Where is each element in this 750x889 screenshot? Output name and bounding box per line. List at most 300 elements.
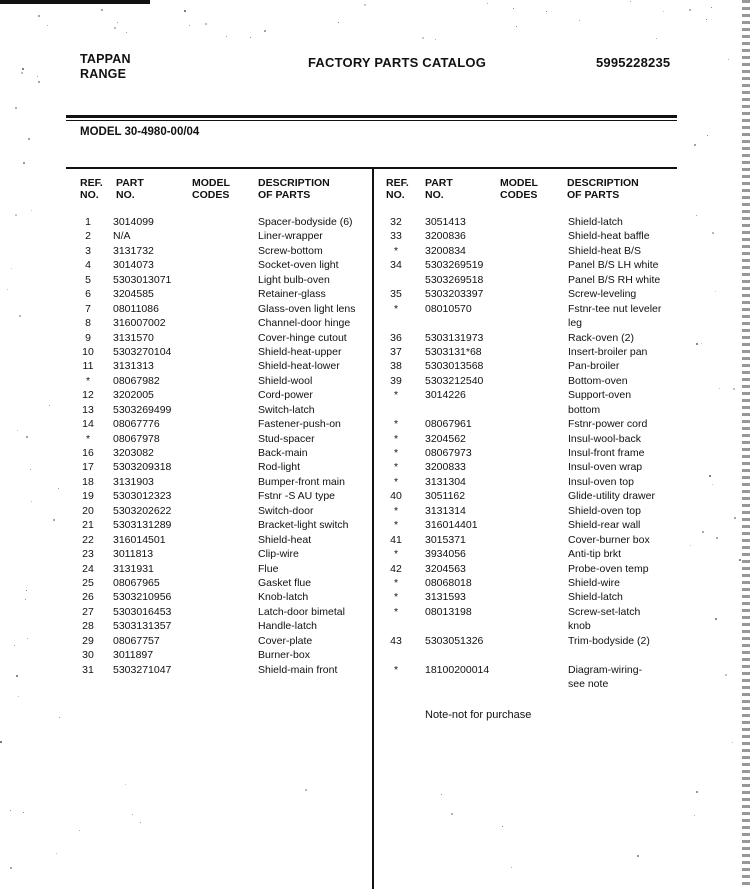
description-cell: Panel B/S LH white	[568, 259, 659, 272]
scan-speck	[47, 25, 48, 26]
ref-cell: 40	[390, 490, 402, 503]
left-header-part: PART NO.	[116, 177, 144, 201]
ref-cell: 4	[85, 259, 91, 272]
description-cell: bottom	[568, 403, 601, 416]
table-row	[374, 605, 750, 619]
scan-speck	[21, 72, 23, 74]
table-row	[0, 619, 372, 633]
table-row	[0, 417, 372, 431]
part-number-cell: 3934056	[425, 548, 466, 561]
ref-cell: 43	[390, 634, 402, 647]
scan-speck	[422, 37, 424, 39]
ref-cell: 28	[82, 620, 94, 633]
ref-cell: 21	[82, 519, 94, 532]
description-cell: Shield-heat-lower	[258, 360, 340, 373]
ref-cell: *	[393, 432, 399, 445]
description-cell: Trim-bodyside (2)	[568, 634, 650, 647]
part-number-cell: 5303271047	[113, 663, 172, 676]
ref-cell: 6	[85, 288, 91, 301]
scan-speck	[10, 810, 11, 811]
right-header-ref: REF. NO.	[386, 177, 409, 201]
description-cell: Fstnr-power cord	[568, 418, 648, 431]
description-cell: Bumper-front main	[258, 475, 345, 488]
scan-speck	[264, 30, 266, 32]
ref-cell: *	[393, 548, 399, 561]
table-row	[374, 677, 750, 691]
table-row	[374, 619, 750, 633]
scan-speck	[18, 696, 19, 697]
ref-cell: *	[393, 418, 399, 431]
scan-speck	[546, 11, 547, 12]
table-row	[0, 302, 372, 316]
ref-cell: 17	[82, 461, 94, 474]
table-row	[374, 475, 750, 489]
description-cell: Glass-oven light lens	[258, 302, 356, 315]
scan-speck	[513, 8, 514, 9]
part-number-cell: N/A	[113, 230, 131, 243]
table-row	[0, 229, 372, 243]
description-cell: Liner-wrapper	[258, 230, 323, 243]
table-row	[0, 273, 372, 287]
description-cell: Insul-wool-back	[568, 432, 641, 445]
description-cell: Shield-wool	[258, 374, 313, 387]
scan-speck	[725, 674, 727, 676]
ref-cell: 41	[390, 533, 402, 546]
ref-cell: *	[393, 302, 399, 315]
part-number-cell: 08067978	[113, 432, 160, 445]
part-number-cell: 18100200014	[425, 663, 490, 676]
left-header-ref: REF. NO.	[80, 177, 103, 201]
description-cell: Diagram-wiring-	[568, 663, 643, 676]
part-number-cell: 3204563	[425, 562, 466, 575]
description-cell: Burner-box	[258, 649, 310, 662]
description-cell: Screw-bottom	[258, 244, 323, 257]
scan-speck	[579, 20, 580, 21]
part-number-cell: 3204562	[425, 432, 466, 445]
table-row	[374, 388, 750, 402]
description-cell: Bracket-light switch	[258, 519, 349, 532]
ref-cell: 13	[82, 403, 94, 416]
ref-cell: 14	[82, 418, 94, 431]
ref-cell: *	[393, 576, 399, 589]
ref-cell: *	[393, 605, 399, 618]
part-number-cell: 316014501	[113, 533, 166, 546]
scan-speck	[689, 9, 691, 11]
right-header-desc: DESCRIPTION OF PARTS	[567, 177, 639, 201]
part-number-cell: 3014226	[425, 389, 466, 402]
description-cell: Cover-burner box	[568, 533, 650, 546]
scan-speck	[22, 68, 24, 70]
scan-speck	[28, 138, 30, 140]
part-number-cell: 08010570	[425, 302, 472, 315]
table-row	[374, 229, 750, 243]
description-cell: Light bulb-oven	[258, 273, 330, 286]
table-row	[374, 460, 750, 474]
right-header-codes: MODEL CODES	[500, 177, 538, 201]
scan-speck	[15, 107, 17, 109]
scan-edge-mark	[0, 0, 150, 4]
description-cell: Insul-oven top	[568, 475, 634, 488]
scan-speck	[27, 638, 28, 639]
part-number-cell: 08067965	[113, 576, 160, 589]
table-row	[374, 244, 750, 258]
table-row	[0, 244, 372, 258]
part-number-cell: 5303013071	[113, 273, 172, 286]
scan-speck	[702, 531, 704, 533]
ref-cell: *	[393, 591, 399, 604]
part-number-cell: 5303269519	[425, 259, 484, 272]
description-cell: Latch-door bimetal	[258, 605, 345, 618]
description-cell: Screw-leveling	[568, 288, 637, 301]
ref-cell: 27	[82, 605, 94, 618]
part-number-cell: 3200833	[425, 461, 466, 474]
scan-speck	[101, 9, 103, 11]
ref-cell: 12	[82, 389, 94, 402]
description-cell: Switch-latch	[258, 403, 315, 416]
table-row	[0, 475, 372, 489]
description-cell: Shield-oven top	[568, 504, 641, 517]
part-number-cell: 3200836	[425, 230, 466, 243]
description-cell: Cover-plate	[258, 634, 313, 647]
ref-cell: 30	[82, 649, 94, 662]
table-row	[374, 374, 750, 388]
scan-speck	[56, 853, 57, 854]
part-number-cell: 5303269518	[425, 273, 484, 286]
ref-cell: 7	[85, 302, 91, 315]
scan-speck	[30, 469, 31, 470]
part-number-cell: 3131314	[425, 504, 466, 517]
description-cell: Probe-oven temp	[568, 562, 649, 575]
scan-speck	[435, 39, 436, 40]
part-number-cell: 5303131289	[113, 519, 172, 532]
ref-cell: *	[393, 447, 399, 459]
table-row	[374, 562, 750, 576]
part-number-cell: 316014401	[425, 519, 478, 532]
header-rule-thin	[66, 120, 677, 121]
ref-cell: 42	[390, 562, 402, 575]
description-cell: Flue	[258, 562, 279, 575]
ref-cell: *	[393, 389, 399, 402]
ref-cell: *	[85, 432, 91, 445]
scan-speck	[637, 855, 639, 857]
table-row	[374, 359, 750, 373]
ref-cell: 25	[82, 576, 94, 589]
scan-speck	[38, 81, 40, 83]
table-row	[374, 331, 750, 345]
table-row	[374, 432, 750, 446]
part-number-cell: 3131313	[113, 360, 154, 373]
table-row	[0, 215, 372, 229]
part-number-cell: 3051162	[425, 490, 466, 503]
table-row	[374, 302, 750, 316]
ref-cell: 36	[390, 331, 402, 344]
scan-speck	[732, 742, 733, 743]
ref-cell: 23	[82, 548, 94, 561]
table-row	[0, 634, 372, 648]
ref-cell: 10	[82, 345, 94, 358]
scan-speck	[250, 37, 251, 38]
description-cell: Bottom-oven	[568, 374, 628, 387]
scan-speck	[734, 517, 736, 519]
ref-cell: 35	[390, 288, 402, 301]
part-number-cell: 3131570	[113, 331, 154, 344]
description-cell: Glide-utility drawer	[568, 490, 655, 503]
table-row	[0, 403, 372, 417]
scan-speck	[205, 23, 207, 25]
scan-speck	[10, 867, 12, 869]
part-number-cell: 3131593	[425, 591, 466, 604]
parts-table-right	[374, 215, 750, 691]
scan-speck	[502, 826, 503, 827]
ref-cell: 31	[82, 663, 94, 676]
table-row	[374, 504, 750, 518]
table-row	[374, 489, 750, 503]
scan-speck	[364, 4, 366, 6]
scan-speck	[663, 11, 664, 12]
scan-speck	[728, 59, 729, 60]
scan-speck	[707, 135, 708, 136]
table-row	[374, 446, 750, 460]
scan-speck	[117, 22, 118, 23]
part-number-cell: 08067982	[113, 374, 160, 387]
scan-speck	[711, 7, 712, 8]
ref-cell: 38	[390, 360, 402, 373]
ref-cell: 26	[82, 591, 94, 604]
scan-speck	[516, 26, 517, 27]
scan-speck	[114, 27, 116, 29]
scan-speck	[37, 76, 38, 77]
scan-speck	[16, 675, 18, 677]
description-cell: Cover-hinge cutout	[258, 331, 347, 344]
ref-cell: 22	[82, 533, 94, 546]
ref-cell: 11	[82, 360, 94, 373]
table-row	[0, 316, 372, 330]
table-row	[0, 345, 372, 359]
scan-speck	[184, 10, 186, 12]
scan-speck	[706, 19, 707, 20]
scan-speck	[338, 22, 339, 23]
ref-cell: 20	[82, 504, 94, 517]
part-number-cell: 5303131*68	[425, 345, 482, 358]
table-row	[374, 258, 750, 272]
ref-cell: 32	[390, 216, 402, 228]
table-row	[374, 287, 750, 301]
table-row	[374, 634, 750, 648]
scan-speck	[140, 822, 141, 823]
description-cell: Insul-oven wrap	[568, 461, 643, 474]
table-row	[0, 605, 372, 619]
table-row	[0, 590, 372, 604]
table-row	[0, 258, 372, 272]
part-number-cell: 3203082	[113, 447, 154, 459]
table-row	[374, 417, 750, 431]
table-row	[0, 518, 372, 532]
ref-cell: 5	[85, 273, 91, 286]
part-number-cell: 08067757	[113, 634, 160, 647]
part-number-cell: 5303202622	[113, 504, 172, 517]
part-number-cell: 3200834	[425, 244, 466, 257]
scan-speck	[630, 1, 631, 2]
part-number-cell: 3131732	[113, 244, 154, 257]
description-cell: Insert-broiler pan	[568, 345, 648, 358]
description-cell: Pan-broiler	[568, 360, 620, 373]
description-cell: Channel-door hinge	[258, 317, 351, 330]
scan-speck	[126, 32, 127, 33]
description-cell: Handle-latch	[258, 620, 317, 633]
table-row	[0, 446, 372, 460]
scan-speck	[14, 645, 15, 646]
scan-speck	[23, 812, 24, 813]
part-number-cell: 5303013568	[425, 360, 484, 373]
part-number-cell: 3011813	[113, 548, 154, 561]
ref-cell: 16	[82, 447, 94, 459]
table-row	[374, 215, 750, 229]
scan-speck	[59, 717, 60, 718]
parts-table-left	[0, 215, 372, 677]
scan-speck	[53, 519, 55, 521]
part-number-cell: 5303016453	[113, 605, 172, 618]
table-row	[0, 489, 372, 503]
scan-speck	[441, 794, 442, 795]
part-number-cell: 3015371	[425, 533, 466, 546]
table-row	[0, 359, 372, 373]
description-cell: Panel B/S RH white	[568, 273, 661, 286]
part-number-cell: 3014073	[113, 259, 154, 272]
ref-cell: *	[393, 461, 399, 474]
description-cell: Support-oven	[568, 389, 632, 402]
part-number-cell: 08068018	[425, 576, 472, 589]
ref-cell: 1	[85, 216, 91, 228]
left-header-desc: DESCRIPTION OF PARTS	[258, 177, 330, 201]
description-cell: Shield-heat-upper	[258, 345, 342, 358]
scan-speck	[31, 210, 32, 211]
description-cell: Shield-heat baffle	[568, 230, 650, 243]
scan-speck	[696, 791, 698, 793]
description-cell: Cord-power	[258, 389, 313, 402]
description-cell: Rod-light	[258, 461, 301, 474]
description-cell: Screw-set-latch	[568, 605, 641, 618]
left-header-codes: MODEL CODES	[192, 177, 230, 201]
description-cell: Fstnr-tee nut leveler	[568, 302, 662, 315]
description-cell: Knob-latch	[258, 591, 309, 604]
part-number-cell: 08067776	[113, 418, 160, 431]
scan-speck	[712, 484, 713, 485]
part-number-cell: 3204585	[113, 288, 154, 301]
scan-speck	[189, 25, 190, 26]
part-number-cell: 08067973	[425, 447, 472, 459]
ref-cell: 34	[390, 259, 402, 272]
table-row	[0, 331, 372, 345]
part-number-cell: 5303012323	[113, 490, 172, 503]
description-cell: Shield-wire	[568, 576, 620, 589]
scan-speck	[226, 36, 227, 37]
table-row	[0, 432, 372, 446]
scan-speck	[38, 15, 40, 17]
purchase-note: Note-not for purchase	[425, 709, 532, 721]
scan-speck	[125, 784, 126, 785]
part-number-cell: 3131903	[113, 475, 154, 488]
description-cell: Clip-wire	[258, 548, 299, 561]
part-number-cell: 5303203397	[425, 288, 484, 301]
part-number-cell: 5303131973	[425, 331, 484, 344]
scan-speck	[694, 815, 695, 816]
scan-speck	[7, 289, 8, 290]
table-row	[0, 287, 372, 301]
description-cell: Gasket flue	[258, 576, 312, 589]
brand-line-2: RANGE	[80, 67, 127, 81]
header-rule-thick	[66, 115, 677, 118]
scan-speck	[511, 867, 512, 868]
table-row	[374, 273, 750, 287]
description-cell: Shield-main front	[258, 663, 338, 676]
table-row	[0, 547, 372, 561]
catalog-number: 5995228235	[596, 55, 671, 70]
table-row	[0, 533, 372, 547]
table-row	[374, 576, 750, 590]
description-cell: leg	[568, 317, 583, 330]
part-number-cell: 3011897	[113, 649, 154, 662]
scan-speck	[451, 813, 453, 815]
part-number-cell: 5303051326	[425, 634, 484, 647]
scan-speck	[17, 430, 18, 431]
description-cell: Shield-latch	[568, 216, 623, 228]
description-cell: Stud-spacer	[258, 432, 315, 445]
scan-speck	[656, 38, 657, 39]
description-cell: knob	[568, 620, 591, 633]
part-number-cell: 08067961	[425, 418, 472, 431]
ref-cell: 8	[85, 317, 91, 330]
table-row	[374, 518, 750, 532]
scan-speck	[696, 215, 697, 216]
part-number-cell: 3051413	[425, 216, 466, 228]
ref-cell: *	[393, 663, 399, 676]
ref-cell: 39	[390, 374, 402, 387]
scan-speck	[694, 144, 696, 146]
right-header-part: PART NO.	[425, 177, 453, 201]
description-cell: Retainer-glass	[258, 288, 326, 301]
table-row	[0, 562, 372, 576]
table-row	[374, 403, 750, 417]
description-cell: Socket-oven light	[258, 259, 339, 272]
part-number-cell: 3014099	[113, 216, 154, 228]
table-row	[374, 648, 750, 662]
ref-cell: *	[393, 244, 399, 257]
scan-speck	[0, 741, 2, 743]
part-number-cell: 3131304	[425, 475, 466, 488]
table-row	[0, 576, 372, 590]
description-cell: Fstnr -S AU type	[258, 490, 336, 503]
table-row	[0, 388, 372, 402]
brand-block	[80, 52, 131, 82]
description-cell: Shield-heat B/S	[568, 244, 641, 257]
part-number-cell: 5303209318	[113, 461, 172, 474]
table-row	[0, 374, 372, 388]
description-cell: see note	[568, 678, 609, 690]
table-row	[374, 547, 750, 561]
description-cell: Shield-latch	[568, 591, 623, 604]
description-cell: Spacer-bodyside (6)	[258, 216, 353, 228]
part-number-cell: 08011086	[113, 302, 159, 315]
ref-cell: 24	[82, 562, 94, 575]
table-row	[0, 663, 372, 677]
ref-cell: 18	[82, 475, 94, 488]
scan-speck	[132, 814, 133, 815]
part-number-cell: 5303210956	[113, 591, 172, 604]
scan-speck	[23, 162, 25, 164]
table-row	[374, 345, 750, 359]
description-cell: Fastener-push-on	[258, 418, 341, 431]
table-row	[374, 590, 750, 604]
